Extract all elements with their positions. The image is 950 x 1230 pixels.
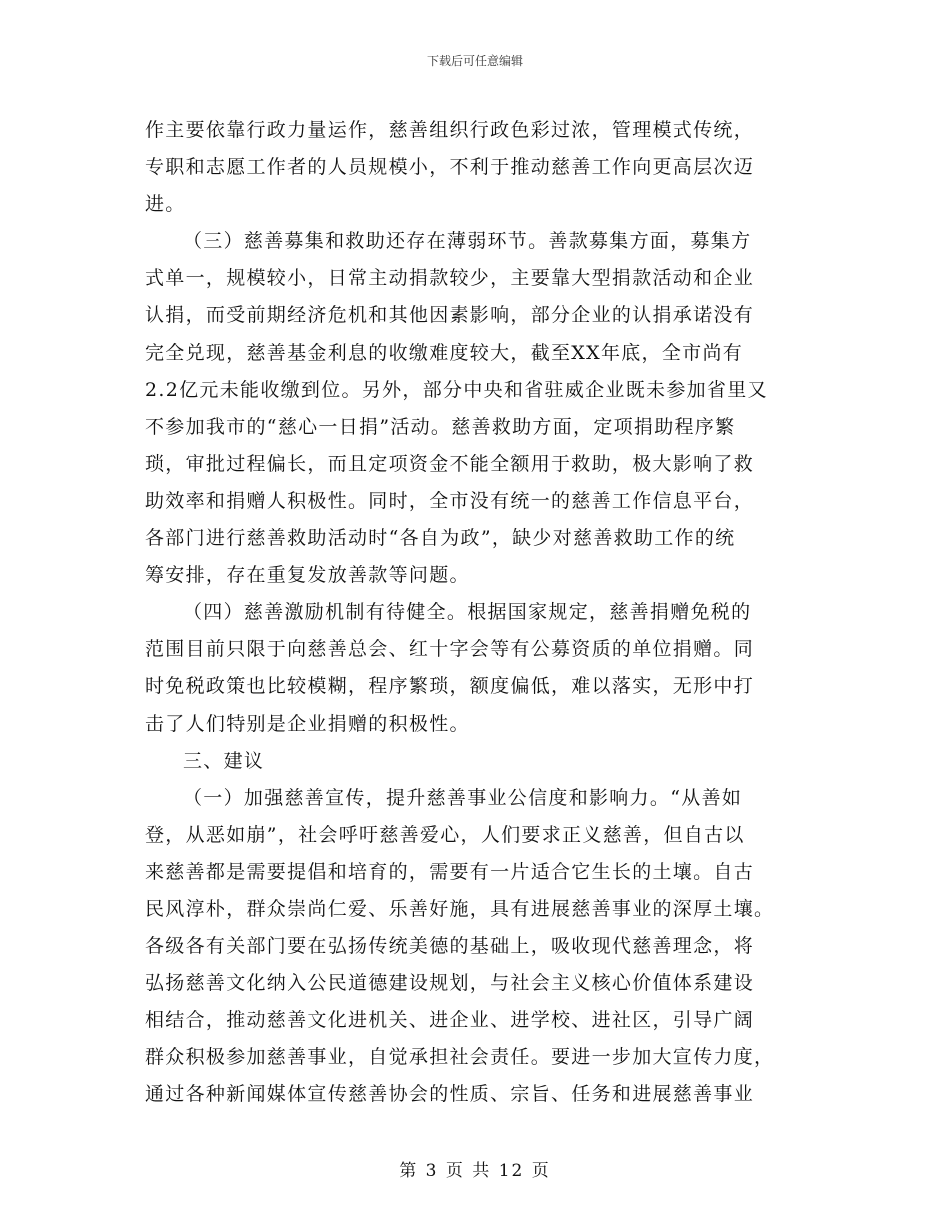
paragraph-start-line: （一）加强慈善宣传，提升慈善事业公信度和影响力。“从善如 [183, 786, 743, 809]
body-line: 范围目前只限于向慈善总会、红十字会等有公募资质的单位捐赠。同 [145, 638, 755, 661]
body-line: 2.2亿元未能收缴到位。另外，部分中央和省驻威企业既未参加省里又 [145, 378, 768, 401]
page-number-footer: 第 3 页 共 12 页 [399, 1161, 551, 1181]
body-line: 各部门进行慈善救助活动时“各自为政”，缺少对慈善救助工作的统 [145, 527, 736, 550]
body-line: 琐，审批过程偏长，而且定项资金不能全额用于救助，极大影响了救 [145, 452, 755, 475]
body-line: 来慈善都是需要提倡和培育的，需要有一片适合它生长的土壤。自古 [145, 860, 755, 883]
body-line: 助效率和捐赠人积极性。同时，全市没有统一的慈善工作信息平台， [145, 489, 755, 512]
body-line: 作主要依靠行政力量运作，慈善组织行政色彩过浓，管理模式传统， [145, 119, 755, 141]
body-line: 通过各种新闻媒体宣传慈善协会的性质、宗旨、任务和进展慈善事业 [145, 1083, 755, 1106]
body-line: 完全兑现，慈善基金利息的收缴难度较大，截至XX年底，全市尚有 [145, 341, 744, 364]
body-line: 相结合，推动慈善文化进机关、进企业、进学校、进社区，引导广阔 [145, 1009, 755, 1032]
body-line: 筹安排，存在重复发放善款等问题。 [145, 564, 470, 587]
paragraph-start-line: （三）慈善募集和救助还存在薄弱环节。善款募集方面，募集方 [183, 230, 752, 253]
body-line: 击了人们特别是企业捐赠的积极性。 [145, 712, 470, 735]
body-line: 进。 [145, 193, 186, 216]
body-line: 民风淳朴，群众崇尚仁爱、乐善好施，具有进展慈善事业的深厚土壤。 [145, 897, 775, 920]
paragraph-start-line: （四）慈善激励机制有待健全。根据国家规定，慈善捐赠免税的 [183, 601, 752, 624]
body-line: 不参加我市的“慈心一日捐”活动。慈善救助方面，定项捐助程序繁 [145, 415, 736, 438]
body-line: 时免税政策也比较模糊，程序繁琐，额度偏低，难以落实，无形中打 [145, 675, 755, 698]
body-line: 弘扬慈善文化纳入公民道德建设规划，与社会主义核心价值体系建设 [145, 972, 755, 995]
body-line: 各级各有关部门要在弘扬传统美德的基础上，吸收现代慈善理念，将 [145, 935, 755, 958]
body-line: 认捐，而受前期经济危机和其他因素影响，部分企业的认捐承诺没有 [145, 304, 755, 327]
section-heading: 三、建议 [183, 749, 265, 772]
body-line: 群众积极参加慈善事业，自觉承担社会责任。要进一步加大宣传力度， [145, 1046, 775, 1069]
page-header: 下载后可任意编辑 [426, 54, 523, 68]
body-line: 专职和志愿工作者的人员规模小，不利于推动慈善工作向更高层次迈 [145, 156, 755, 179]
document-body [145, 112, 805, 1114]
body-line: 式单一，规模较小，日常主动捐款较少，主要靠大型捐款活动和企业 [145, 267, 755, 290]
body-line: 登，从恶如崩”，社会呼吁慈善爱心，人们要求正义慈善，但自古以 [145, 823, 745, 846]
